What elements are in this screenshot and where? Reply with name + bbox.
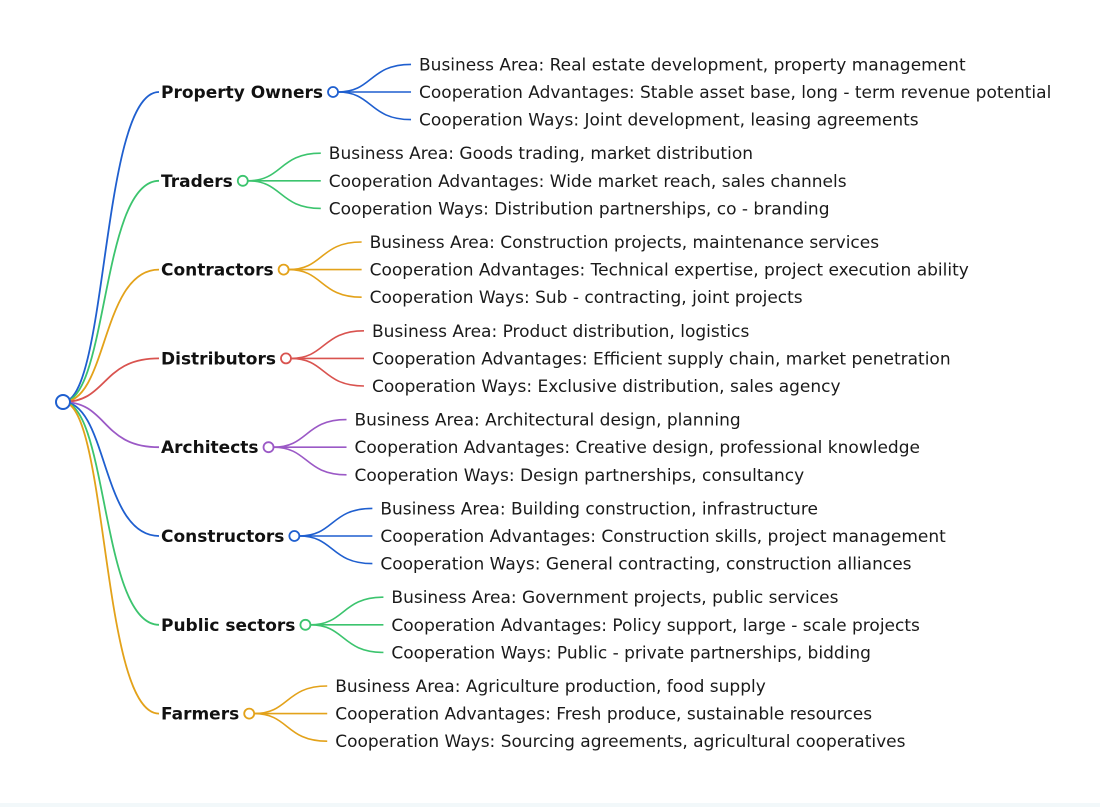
branch-label: Public sectors bbox=[161, 615, 296, 636]
leaf-label: Business Area: Product distribution, logistics bbox=[371, 321, 750, 342]
branch-node-circle[interactable] bbox=[281, 353, 291, 363]
root-to-branch-link bbox=[63, 402, 159, 714]
leaf-label: Cooperation Advantages: Technical expertise, project execution ability bbox=[369, 260, 969, 281]
branch-to-leaf-link bbox=[338, 64, 411, 92]
branch-to-leaf-link bbox=[291, 358, 364, 386]
branch-to-leaf-link bbox=[289, 242, 362, 270]
branch-label: Contractors bbox=[161, 260, 274, 281]
leaf-label: Business Area: Government projects, public services bbox=[391, 588, 839, 609]
leaf-label: Cooperation Ways: Sourcing agreements, agricultural cooperatives bbox=[335, 732, 906, 753]
leaf-label: Cooperation Advantages: Creative design, professional knowledge bbox=[354, 438, 920, 459]
branch-to-leaf-link bbox=[299, 536, 372, 564]
leaf-label: Business Area: Goods trading, market distribution bbox=[328, 144, 754, 165]
branch-to-leaf-link bbox=[248, 181, 321, 209]
leaf-label: Cooperation Advantages: Construction skills, project management bbox=[380, 527, 946, 547]
leaf-label: Cooperation Advantages: Policy support, large - scale projects bbox=[391, 615, 920, 636]
branch-node-circle[interactable] bbox=[289, 531, 299, 541]
branch-to-leaf-link bbox=[338, 92, 411, 120]
leaf-label: Cooperation Ways: Exclusive distribution, sales agency bbox=[371, 377, 841, 397]
leaf-label: Business Area: Agriculture production, food supply bbox=[335, 677, 766, 697]
root-to-branch-link bbox=[63, 402, 159, 536]
branch-label: Property Owners bbox=[161, 83, 324, 103]
bottom-strip bbox=[0, 803, 1100, 807]
leaf-label: Cooperation Ways: Sub - contracting, joint projects bbox=[369, 288, 803, 309]
branch-to-leaf-link bbox=[299, 508, 372, 536]
branch-to-leaf-link bbox=[310, 625, 383, 653]
leaf-label: Cooperation Ways: Distribution partnerships, co - branding bbox=[328, 199, 830, 220]
leaf-label: Cooperation Ways: Joint development, leasing agreements bbox=[419, 110, 919, 131]
leaf-label: Cooperation Advantages: Stable asset base, long - term revenue potential bbox=[419, 83, 1052, 103]
branch-node-circle[interactable] bbox=[264, 442, 274, 452]
branch-to-leaf-link bbox=[248, 153, 321, 181]
branch-to-leaf-link bbox=[291, 331, 364, 359]
leaf-label: Business Area: Architectural design, planning bbox=[354, 410, 741, 431]
branch-label: Constructors bbox=[161, 527, 285, 547]
leaf-label: Cooperation Ways: General contracting, construction alliances bbox=[380, 554, 912, 575]
leaf-label: Business Area: Real estate development, property management bbox=[419, 55, 966, 76]
branch-label: Architects bbox=[161, 438, 259, 459]
links-layer bbox=[63, 64, 411, 741]
branch-to-leaf-link bbox=[254, 686, 327, 714]
branch-to-leaf-link bbox=[310, 597, 383, 625]
branch-node-circle[interactable] bbox=[244, 709, 254, 719]
root-to-branch-link bbox=[63, 92, 159, 402]
branch-to-leaf-link bbox=[274, 447, 347, 475]
branch-to-leaf-link bbox=[274, 420, 347, 448]
branch-to-leaf-link bbox=[289, 270, 362, 298]
leaf-label: Cooperation Advantages: Efficient supply chain, market penetration bbox=[371, 349, 951, 370]
leaf-label: Business Area: Construction projects, maintenance services bbox=[369, 233, 880, 253]
root-to-branch-link bbox=[63, 270, 159, 402]
branch-to-leaf-link bbox=[254, 714, 327, 742]
leaf-label: Cooperation Ways: Design partnerships, consultancy bbox=[354, 465, 805, 486]
branch-node-circle[interactable] bbox=[238, 176, 248, 186]
leaf-label: Cooperation Advantages: Wide market reach, sales channels bbox=[328, 171, 847, 192]
leaf-label: Cooperation Ways: Public - private partnerships, bidding bbox=[391, 643, 871, 664]
branch-label: Traders bbox=[161, 171, 233, 192]
branch-node-circle[interactable] bbox=[300, 620, 310, 630]
branch-label: Farmers bbox=[161, 704, 240, 725]
branch-label: Distributors bbox=[161, 349, 276, 370]
branch-node-circle[interactable] bbox=[279, 265, 289, 275]
nodes-layer bbox=[56, 55, 1051, 752]
leaf-label: Business Area: Building construction, infrastructure bbox=[380, 499, 818, 520]
leaf-label: Cooperation Advantages: Fresh produce, sustainable resources bbox=[335, 704, 873, 725]
branch-node-circle[interactable] bbox=[328, 87, 338, 97]
root-node-circle[interactable] bbox=[56, 395, 70, 409]
